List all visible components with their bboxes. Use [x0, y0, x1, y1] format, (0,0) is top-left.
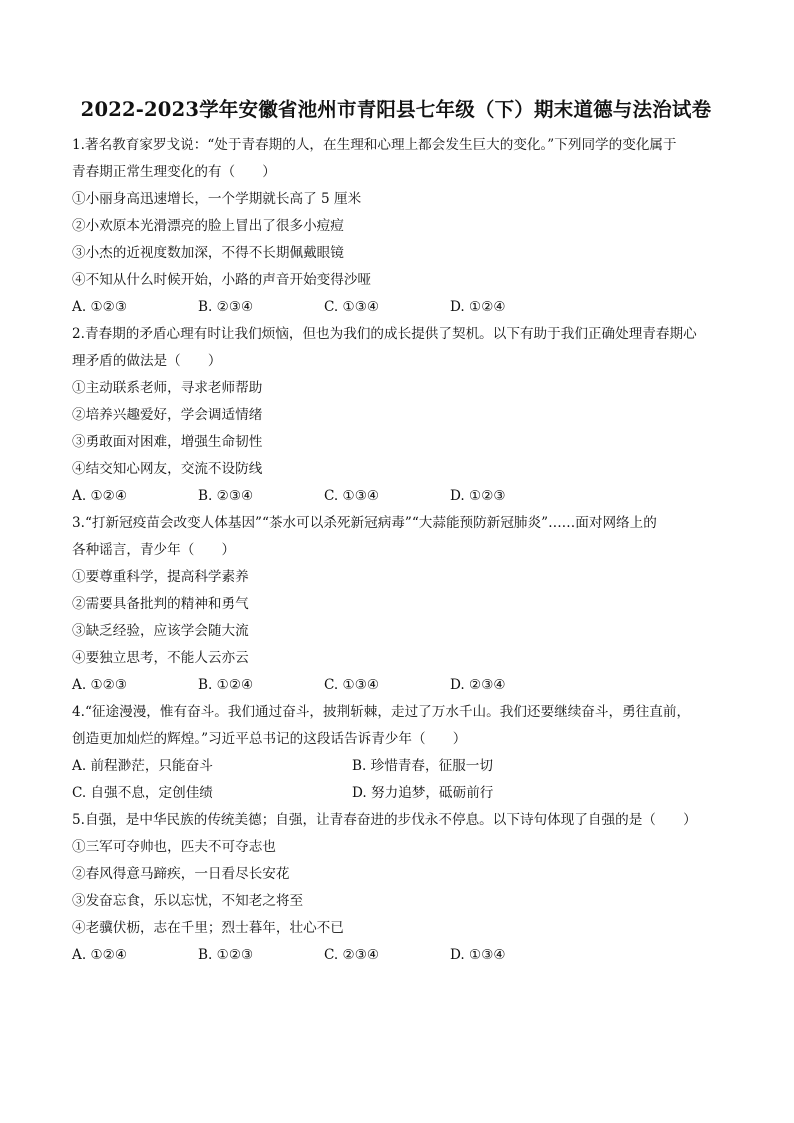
option-a[interactable]: A. ①②③	[72, 299, 128, 315]
option-d[interactable]: D. ①②③	[450, 488, 506, 504]
option-d[interactable]: D. ①②④	[450, 299, 506, 315]
statement-item: ②需要具备批判的精神和勇气	[72, 596, 249, 612]
option-d[interactable]: D. 努力追梦，砥砺前行	[352, 785, 494, 801]
question-5	[72, 807, 722, 969]
question-stem: 5.自强，是中华民族的传统美德；自强，让青春奋进的步伐永不停息。以下诗句体现了自强的是（ ）	[72, 812, 697, 828]
answer-options	[72, 753, 722, 807]
answer-options	[72, 483, 722, 510]
option-b[interactable]: B. ①②③	[198, 947, 254, 963]
exam-title: 2022-2023学年安徽省池州市青阳县七年级（下）期末道德与法治试卷	[80, 98, 712, 121]
question-stem: 2.青春期的矛盾心理有时让我们烦恼，但也为我们的成长提供了契机。以下有助于我们正确处理青春期心	[72, 326, 697, 342]
question-3	[72, 510, 722, 699]
option-b[interactable]: B. 珍惜青春，征服一切	[352, 758, 493, 774]
option-c[interactable]: C. 自强不息，定创佳绩	[72, 785, 213, 801]
statement-item: ①三军可夺帅也，匹夫不可夺志也	[72, 839, 276, 855]
statement-item: ③勇敢面对困难，增强生命韧性	[72, 434, 263, 450]
question-stem: 创造更加灿烂的辉煌。”习近平总书记的这段话告诉青少年（ ）	[72, 731, 467, 747]
statement-item: ②小欢原本光滑漂亮的脸上冒出了很多小痘痘	[72, 218, 344, 234]
question-2	[72, 321, 722, 510]
option-c[interactable]: C. ①③④	[324, 488, 380, 504]
option-a[interactable]: A. ①②④	[72, 488, 128, 504]
question-stem: 4.“征途漫漫，惟有奋斗。我们通过奋斗，披荆斩棘，走过了万水千山。我们还要继续奋斗，勇往直前，	[72, 704, 691, 720]
statement-item: ④要独立思考，不能人云亦云	[72, 650, 249, 666]
statement-item: ④结交知心网友，交流不设防线	[72, 461, 263, 477]
question-4	[72, 699, 722, 807]
question-stem: 理矛盾的做法是（ ）	[72, 353, 222, 369]
statement-item: ①小丽身高迅速增长，一个学期就长高了 5 厘米	[72, 191, 362, 207]
option-a[interactable]: A. ①②③	[72, 677, 128, 693]
statement-item: ④老骥伏枥，志在千里；烈士暮年，壮心不已	[72, 920, 344, 936]
statement-item: ③缺乏经验，应该学会随大流	[72, 623, 249, 639]
question-1	[72, 132, 722, 321]
answer-options	[72, 672, 722, 699]
answer-options	[72, 942, 722, 969]
option-b[interactable]: B. ①②④	[198, 677, 254, 693]
question-stem: 1.著名教育家罗戈说：“处于青春期的人，在生理和心理上都会发生巨大的变化。”下列同学的变化属于	[72, 137, 677, 153]
option-d[interactable]: D. ①③④	[450, 947, 506, 963]
question-stem: 青春期正常生理变化的有（ ）	[72, 164, 276, 180]
answer-options	[72, 294, 722, 321]
option-c[interactable]: C. ②③④	[324, 947, 380, 963]
statement-item: ③发奋忘食，乐以忘忧，不知老之将至	[72, 893, 304, 909]
option-b[interactable]: B. ②③④	[198, 488, 254, 504]
statement-item: ①要尊重科学，提高科学素养	[72, 569, 249, 585]
statement-item: ④不知从什么时候开始，小路的声音开始变得沙哑	[72, 272, 372, 288]
statement-item: ②培养兴趣爱好，学会调适情绪	[72, 407, 263, 423]
question-stem: 3.“打新冠疫苗会改变人体基因”“茶水可以杀死新冠病毒”“大蒜能预防新冠肺炎”……面对网络上的	[72, 515, 657, 531]
option-a[interactable]: A. ①②④	[72, 947, 128, 963]
statement-item: ①主动联系老师，寻求老师帮助	[72, 380, 263, 396]
option-b[interactable]: B. ②③④	[198, 299, 254, 315]
statement-item: ③小杰的近视度数加深，不得不长期佩戴眼镜	[72, 245, 344, 261]
option-a[interactable]: A. 前程渺茫，只能奋斗	[72, 758, 213, 774]
option-c[interactable]: C. ①③④	[324, 299, 380, 315]
statement-item: ②春风得意马蹄疾，一日看尽长安花	[72, 866, 290, 882]
option-c[interactable]: C. ①③④	[324, 677, 380, 693]
option-d[interactable]: D. ②③④	[450, 677, 506, 693]
question-stem: 各种谣言，青少年（ ）	[72, 542, 236, 558]
